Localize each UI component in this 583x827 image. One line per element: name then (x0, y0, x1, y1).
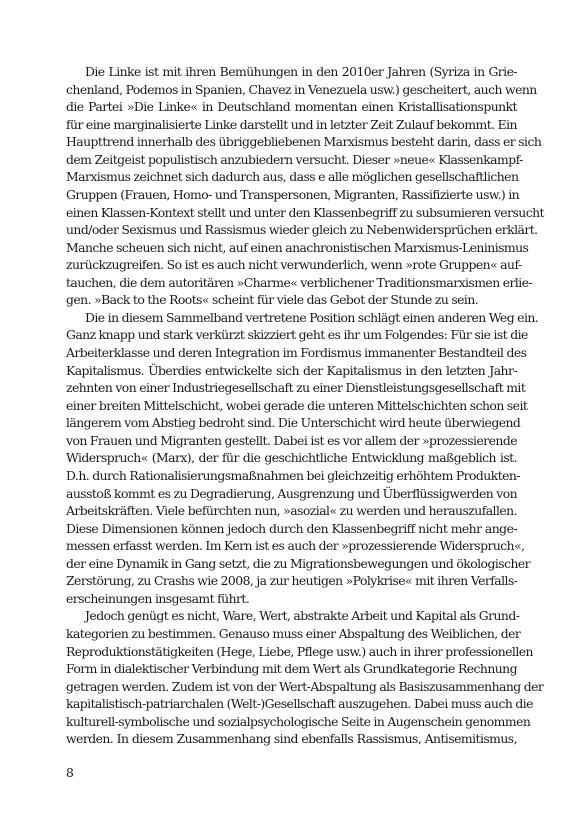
text-line: D.h. durch Rationalisierungsmaßnahmen bei gleichzeitig erhöhtem Produkten- (66, 467, 520, 483)
text-line: messen erfasst werden. Im Kern ist es auch der »prozessierende Widerspruch«, (66, 538, 525, 554)
text-line: kapitalistisch-patriarchalen (Welt-)Gesellschaft auszugehen. Dabei muss auch die (66, 696, 533, 712)
text-line: der eine Dynamik in Gang setzt, die zu Migrationsbewegungen und ökologischer (66, 555, 531, 571)
paragraph (66, 309, 539, 608)
text-line: gen. »Back to the Roots« scheint für viele das Gebot der Stunde zu sein. (66, 292, 479, 308)
text-line: Widerspruch« (Marx), der für die geschichtliche Entwicklung maßgeblich ist. (66, 450, 517, 466)
text-line: Diese Dimensionen können jedoch durch den Klassenbegriff nicht mehr ange- (66, 520, 517, 536)
text-line: Die in diesem Sammelband vertretene Position schlägt einen anderen Weg ein. (85, 309, 539, 325)
text-line: tauchen, die dem autoritären »Charme« verblichener Traditionsmarxismen erlie- (66, 274, 533, 290)
text-line: Die Linke ist mit ihren Bemühungen in den 2010er Jahren (Syriza in Grie- (85, 64, 517, 79)
text-line: Gruppen (Frauen, Homo- und Transpersonen, Migranten, Rassifizierte usw.) in (66, 186, 520, 202)
text-line: kategorien zu bestimmen. Genauso muss einer Abspaltung des Weiblichen, der (66, 626, 521, 641)
text-line: einer breiten Mittelschicht, wobei gerade die unteren Mittelschichten schon seit (66, 397, 528, 413)
text-line: von Frauen und Migranten gestellt. Dabei ist es vor allem der »prozessierende (66, 432, 517, 448)
text-line: zurückzugreifen. So ist es auch nicht verwunderlich, wenn »rote Gruppen« auf- (66, 257, 522, 273)
paragraph (66, 63, 544, 309)
text-line: Manche scheuen sich nicht, auf einen anachronistischen Marxismus-Leninismus (66, 239, 529, 255)
text-line: zehnten von einer Industriegesellschaft zu einer Dienstleistungsgesellschaft mit (66, 380, 526, 396)
text-line: längerem vom Abstieg bedroht sind. Die Unterschicht wird heute überwiegend (66, 415, 521, 431)
text-line: Arbeiterklasse und deren Integration im Fordismus immanenter Bestandteil des (66, 345, 527, 360)
text-line: getragen werden. Zudem ist von der Wert-Abspaltung als Basiszusammenhang der (66, 678, 544, 694)
text-line: Kapitalismus. Überdies entwickelte sich der Kapitalismus in den letzten Jahr- (66, 362, 517, 378)
text-line: Haupttrend innerhalb des übriggebliebenen Marxismus besteht darin, dass er sich (66, 134, 542, 150)
text-line: ausstoß kommt es zu Degradierung, Ausgrenzung und Überflüssigwerden von (66, 485, 518, 501)
text-line: werden. In diesem Zusammenhang sind ebenfalls Rassismus, Antisemitismus, (66, 731, 517, 747)
paragraph (66, 607, 544, 748)
text-line: für eine marginalisierte Linke darstellt und in letzter Zeit Zulauf bekommt. Ein (66, 116, 517, 132)
body-text (66, 63, 544, 748)
page-number: 8 (66, 765, 74, 780)
text-line: Ganz knapp und stark verkürzt skizziert geht es ihr um Folgendes: Für sie ist die (66, 327, 528, 343)
text-line: Reproduktionstätigkeiten (Hege, Liebe, Pflege usw.) auch in ihrer professionellen (66, 643, 533, 659)
text-line: Arbeitskräften. Viele befürchten nun, »asozial« zu werden und herauszufallen. (66, 503, 517, 519)
text-line: dem Zeitgeist populistisch anzubiedern versucht. Dieser »neue« Klassenkampf- (66, 151, 523, 167)
text-line: kulturell-symbolische und sozialpsychologische Seite in Augenschein genommen (66, 713, 531, 729)
text-line: Marxismus zeichnet sich dadurch aus, dass e alle möglichen gesellschaftlichen (66, 169, 519, 185)
text-line: erscheinungen insgesamt führt. (66, 590, 250, 606)
text-line: chenland, Podemos in Spanien, Chavez in Venezuela usw.) gescheitert, auch wenn (66, 81, 537, 97)
text-line: und/oder Sexismus und Rassismus wieder gleich zu Nebenwidersprüchen erklärt. (66, 222, 538, 238)
text-line: Form in dialektischer Verbindung mit dem Wert als Grundkategorie Rechnung (66, 661, 517, 677)
text-line: die Partei »Die Linke« in Deutschland momentan einen Kristallisationspunkt (66, 99, 517, 115)
text-line: Jedoch genügt es nicht, Ware, Wert, abstrakte Arbeit und Kapital als Grund- (85, 608, 520, 624)
text-line: Zerstörung, zu Crashs wie 2008, ja zur heutigen »Polykrise« mit ihren Verfalls- (66, 573, 518, 589)
text-line: einen Klassen-Kontext stellt und unter den Klassenbegriff zu subsumieren versucht (66, 204, 544, 220)
